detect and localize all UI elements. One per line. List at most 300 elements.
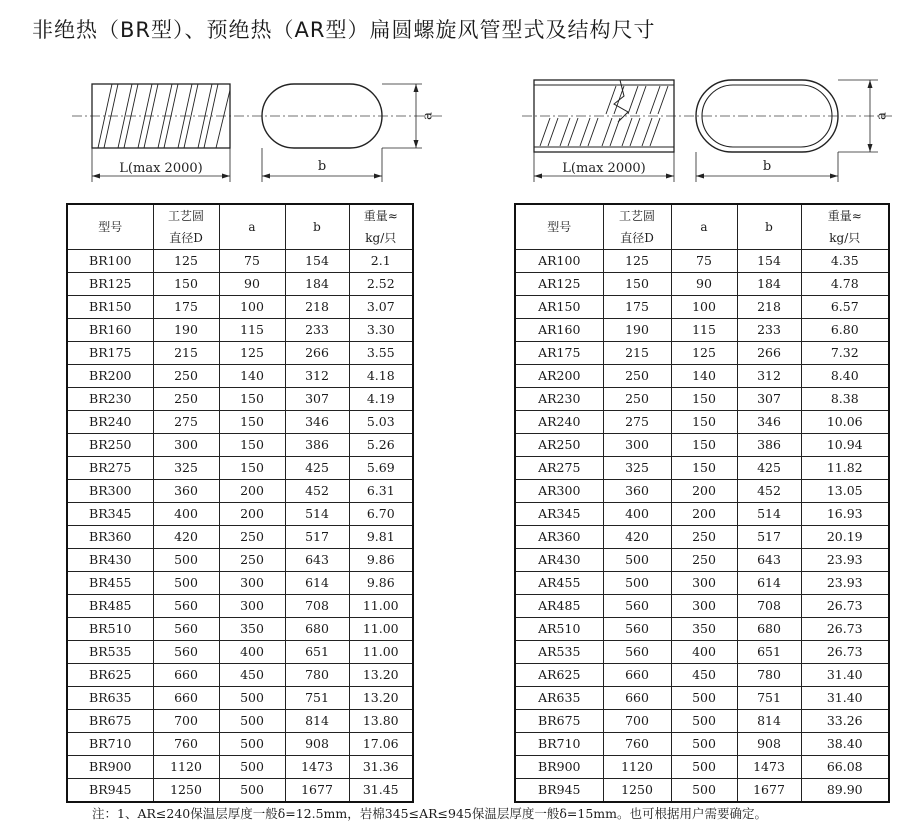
table-row xyxy=(67,342,413,365)
ar-length-label: L(max 2000) xyxy=(562,161,646,176)
b-cell: 614 xyxy=(285,572,349,595)
b-cell: 708 xyxy=(285,595,349,618)
a-cell: 140 xyxy=(671,365,737,388)
a-cell: 500 xyxy=(671,687,737,710)
diameter-cell: 150 xyxy=(603,273,671,296)
a-cell: 150 xyxy=(219,434,285,457)
table-row xyxy=(67,710,413,733)
a-cell: 75 xyxy=(219,250,285,273)
table-row xyxy=(515,411,889,434)
weight-cell: 5.26 xyxy=(349,434,413,457)
diameter-cell: 760 xyxy=(603,733,671,756)
table-row xyxy=(515,319,889,342)
header-weight: 重量≈ xyxy=(349,204,413,227)
model-cell: BR635 xyxy=(67,687,153,710)
model-cell: BR175 xyxy=(67,342,153,365)
table-row xyxy=(67,388,413,411)
table-row xyxy=(67,641,413,664)
weight-cell: 33.26 xyxy=(801,710,889,733)
table-row xyxy=(515,342,889,365)
model-cell: AR150 xyxy=(515,296,603,319)
weight-cell: 26.73 xyxy=(801,618,889,641)
header-weight-unit: kg/只 xyxy=(349,227,413,250)
model-cell: AR430 xyxy=(515,549,603,572)
model-cell: AR240 xyxy=(515,411,603,434)
b-cell: 514 xyxy=(737,503,801,526)
a-cell: 500 xyxy=(671,779,737,803)
model-cell: AR100 xyxy=(515,250,603,273)
table-row xyxy=(515,273,889,296)
table-row xyxy=(67,411,413,434)
br-height-label: a xyxy=(420,112,436,120)
b-cell: 1473 xyxy=(285,756,349,779)
b-cell: 751 xyxy=(285,687,349,710)
a-cell: 450 xyxy=(219,664,285,687)
b-cell: 643 xyxy=(737,549,801,572)
diameter-cell: 760 xyxy=(153,733,219,756)
model-cell: AR510 xyxy=(515,618,603,641)
diameter-cell: 400 xyxy=(153,503,219,526)
b-cell: 154 xyxy=(737,250,801,273)
model-cell: BR160 xyxy=(67,319,153,342)
diameter-cell: 560 xyxy=(153,595,219,618)
a-cell: 400 xyxy=(671,641,737,664)
model-cell: AR250 xyxy=(515,434,603,457)
table-row xyxy=(515,779,889,803)
weight-cell: 5.03 xyxy=(349,411,413,434)
weight-cell: 13.20 xyxy=(349,687,413,710)
diameter-cell: 250 xyxy=(153,365,219,388)
table-row xyxy=(515,618,889,641)
ar-height-label: a xyxy=(874,112,890,120)
weight-cell: 8.38 xyxy=(801,388,889,411)
table-row xyxy=(515,756,889,779)
table-row xyxy=(67,733,413,756)
model-cell: AR360 xyxy=(515,526,603,549)
ar-spec-table xyxy=(514,203,890,803)
diameter-cell: 660 xyxy=(153,664,219,687)
model-cell: AR230 xyxy=(515,388,603,411)
a-cell: 350 xyxy=(671,618,737,641)
a-cell: 500 xyxy=(219,710,285,733)
table-row xyxy=(515,250,889,273)
model-cell: BR625 xyxy=(67,664,153,687)
weight-cell: 3.30 xyxy=(349,319,413,342)
weight-cell: 4.19 xyxy=(349,388,413,411)
a-cell: 250 xyxy=(219,526,285,549)
a-cell: 200 xyxy=(219,503,285,526)
b-cell: 1677 xyxy=(737,779,801,803)
a-cell: 150 xyxy=(671,388,737,411)
diameter-cell: 560 xyxy=(153,618,219,641)
diameter-cell: 1250 xyxy=(153,779,219,803)
b-cell: 266 xyxy=(737,342,801,365)
table-row xyxy=(515,434,889,457)
model-cell: AR625 xyxy=(515,664,603,687)
b-cell: 425 xyxy=(285,457,349,480)
a-cell: 450 xyxy=(671,664,737,687)
b-cell: 307 xyxy=(737,388,801,411)
b-cell: 651 xyxy=(737,641,801,664)
weight-cell: 2.52 xyxy=(349,273,413,296)
a-cell: 500 xyxy=(219,733,285,756)
b-cell: 780 xyxy=(737,664,801,687)
table-row xyxy=(515,641,889,664)
b-cell: 425 xyxy=(737,457,801,480)
model-cell: BR710 xyxy=(67,733,153,756)
model-cell: BR345 xyxy=(67,503,153,526)
diameter-cell: 275 xyxy=(603,411,671,434)
weight-cell: 31.40 xyxy=(801,664,889,687)
diameter-cell: 560 xyxy=(153,641,219,664)
header-model: 型号 xyxy=(67,204,153,250)
br-duct-drawing xyxy=(60,70,460,190)
b-cell: 452 xyxy=(737,480,801,503)
a-cell: 150 xyxy=(219,411,285,434)
b-cell: 346 xyxy=(737,411,801,434)
table-row xyxy=(67,779,413,803)
weight-cell: 4.35 xyxy=(801,250,889,273)
b-cell: 908 xyxy=(285,733,349,756)
weight-cell: 9.81 xyxy=(349,526,413,549)
diameter-cell: 560 xyxy=(603,618,671,641)
table-row xyxy=(515,549,889,572)
weight-cell: 8.40 xyxy=(801,365,889,388)
a-cell: 250 xyxy=(219,549,285,572)
model-cell: BR230 xyxy=(67,388,153,411)
diameter-cell: 420 xyxy=(603,526,671,549)
weight-cell: 9.86 xyxy=(349,572,413,595)
diameter-cell: 300 xyxy=(603,434,671,457)
weight-cell: 31.36 xyxy=(349,756,413,779)
b-cell: 908 xyxy=(737,733,801,756)
model-cell: BR430 xyxy=(67,549,153,572)
a-cell: 300 xyxy=(219,595,285,618)
a-cell: 200 xyxy=(671,503,737,526)
header-diameter-sub: 直径D xyxy=(153,227,219,250)
table-row xyxy=(515,388,889,411)
diameter-cell: 175 xyxy=(153,296,219,319)
header-diameter: 工艺圆 xyxy=(153,204,219,227)
a-cell: 100 xyxy=(219,296,285,319)
table-row xyxy=(67,572,413,595)
header-b: b xyxy=(285,204,349,250)
model-cell: AR455 xyxy=(515,572,603,595)
header-weight: 重量≈ xyxy=(801,204,889,227)
header-b: b xyxy=(737,204,801,250)
table-row xyxy=(515,687,889,710)
model-cell: AR345 xyxy=(515,503,603,526)
br-spec-table xyxy=(66,203,414,803)
b-cell: 154 xyxy=(285,250,349,273)
header-a: a xyxy=(671,204,737,250)
model-cell: BR675 xyxy=(515,710,603,733)
model-cell: AR300 xyxy=(515,480,603,503)
diameter-cell: 660 xyxy=(153,687,219,710)
table-row xyxy=(515,664,889,687)
b-cell: 452 xyxy=(285,480,349,503)
diameter-cell: 660 xyxy=(603,687,671,710)
b-cell: 708 xyxy=(737,595,801,618)
table-row xyxy=(515,457,889,480)
weight-cell: 26.73 xyxy=(801,641,889,664)
diameter-cell: 400 xyxy=(603,503,671,526)
diameter-cell: 125 xyxy=(153,250,219,273)
weight-cell: 13.80 xyxy=(349,710,413,733)
b-cell: 233 xyxy=(737,319,801,342)
weight-cell: 16.93 xyxy=(801,503,889,526)
diameter-cell: 500 xyxy=(603,549,671,572)
model-cell: BR360 xyxy=(67,526,153,549)
model-cell: BR250 xyxy=(67,434,153,457)
a-cell: 90 xyxy=(219,273,285,296)
weight-cell: 66.08 xyxy=(801,756,889,779)
a-cell: 300 xyxy=(671,595,737,618)
b-cell: 814 xyxy=(737,710,801,733)
diameter-cell: 150 xyxy=(153,273,219,296)
weight-cell: 6.70 xyxy=(349,503,413,526)
a-cell: 500 xyxy=(671,733,737,756)
a-cell: 115 xyxy=(671,319,737,342)
a-cell: 250 xyxy=(671,549,737,572)
table-row xyxy=(67,250,413,273)
a-cell: 100 xyxy=(671,296,737,319)
weight-cell: 31.40 xyxy=(801,687,889,710)
table-row xyxy=(67,549,413,572)
weight-cell: 10.06 xyxy=(801,411,889,434)
table-row xyxy=(67,365,413,388)
weight-cell: 26.73 xyxy=(801,595,889,618)
a-cell: 500 xyxy=(219,779,285,803)
b-cell: 218 xyxy=(737,296,801,319)
b-cell: 184 xyxy=(285,273,349,296)
table-row xyxy=(515,572,889,595)
model-cell: AR175 xyxy=(515,342,603,365)
diameter-cell: 325 xyxy=(603,457,671,480)
weight-cell: 23.93 xyxy=(801,549,889,572)
table-row xyxy=(515,365,889,388)
table-row xyxy=(515,710,889,733)
diameter-cell: 190 xyxy=(603,319,671,342)
diameter-cell: 300 xyxy=(153,434,219,457)
diameter-cell: 360 xyxy=(603,480,671,503)
table-row xyxy=(515,526,889,549)
diameter-cell: 215 xyxy=(603,342,671,365)
diameter-cell: 190 xyxy=(153,319,219,342)
diameter-cell: 660 xyxy=(603,664,671,687)
table-row xyxy=(67,664,413,687)
b-cell: 307 xyxy=(285,388,349,411)
diameter-cell: 500 xyxy=(153,549,219,572)
weight-cell: 11.00 xyxy=(349,595,413,618)
table-row xyxy=(67,319,413,342)
diameter-cell: 700 xyxy=(153,710,219,733)
b-cell: 514 xyxy=(285,503,349,526)
model-cell: BR200 xyxy=(67,365,153,388)
model-cell: BR945 xyxy=(515,779,603,803)
a-cell: 115 xyxy=(219,319,285,342)
diameter-cell: 560 xyxy=(603,595,671,618)
model-cell: BR300 xyxy=(67,480,153,503)
weight-cell: 6.31 xyxy=(349,480,413,503)
table-row xyxy=(67,526,413,549)
model-cell: BR275 xyxy=(67,457,153,480)
model-cell: BR100 xyxy=(67,250,153,273)
weight-cell: 3.07 xyxy=(349,296,413,319)
table-row xyxy=(67,503,413,526)
diameter-cell: 215 xyxy=(153,342,219,365)
diameter-cell: 1120 xyxy=(153,756,219,779)
weight-cell: 2.1 xyxy=(349,250,413,273)
model-cell: BR710 xyxy=(515,733,603,756)
diameter-cell: 500 xyxy=(153,572,219,595)
model-cell: BR900 xyxy=(67,756,153,779)
table-row xyxy=(515,480,889,503)
br-length-label: L(max 2000) xyxy=(119,161,203,176)
model-cell: BR150 xyxy=(67,296,153,319)
diameter-cell: 420 xyxy=(153,526,219,549)
b-cell: 233 xyxy=(285,319,349,342)
weight-cell: 3.55 xyxy=(349,342,413,365)
weight-cell: 31.45 xyxy=(349,779,413,803)
table-row xyxy=(67,480,413,503)
a-cell: 140 xyxy=(219,365,285,388)
b-cell: 614 xyxy=(737,572,801,595)
model-cell: BR125 xyxy=(67,273,153,296)
model-cell: BR675 xyxy=(67,710,153,733)
footnote: 注：1、AR≤240保温层厚度一般δ=12.5mm，岩棉345≤AR≤945保温层厚度一般δ=15mm。也可根据用户需要确定。 xyxy=(92,806,767,821)
weight-cell: 4.18 xyxy=(349,365,413,388)
weight-cell: 4.78 xyxy=(801,273,889,296)
table-row xyxy=(67,457,413,480)
table-row xyxy=(515,296,889,319)
diameter-cell: 560 xyxy=(603,641,671,664)
b-cell: 218 xyxy=(285,296,349,319)
model-cell: AR160 xyxy=(515,319,603,342)
b-cell: 780 xyxy=(285,664,349,687)
a-cell: 300 xyxy=(671,572,737,595)
table-row xyxy=(515,503,889,526)
page-title: 非绝热（BR型）、预绝热（AR型）扁圆螺旋风管型式及结构尺寸 xyxy=(32,18,656,42)
weight-cell: 20.19 xyxy=(801,526,889,549)
model-cell: AR125 xyxy=(515,273,603,296)
weight-cell: 11.00 xyxy=(349,618,413,641)
model-cell: BR900 xyxy=(515,756,603,779)
a-cell: 200 xyxy=(219,480,285,503)
a-cell: 150 xyxy=(219,388,285,411)
header-model: 型号 xyxy=(515,204,603,250)
model-cell: BR945 xyxy=(67,779,153,803)
table-row xyxy=(515,733,889,756)
table-row xyxy=(67,756,413,779)
model-cell: BR485 xyxy=(67,595,153,618)
model-cell: BR240 xyxy=(67,411,153,434)
b-cell: 386 xyxy=(285,434,349,457)
b-cell: 680 xyxy=(737,618,801,641)
weight-cell: 9.86 xyxy=(349,549,413,572)
model-cell: BR510 xyxy=(67,618,153,641)
a-cell: 500 xyxy=(219,687,285,710)
model-cell: AR535 xyxy=(515,641,603,664)
a-cell: 500 xyxy=(219,756,285,779)
a-cell: 125 xyxy=(219,342,285,365)
weight-cell: 13.20 xyxy=(349,664,413,687)
header-weight-unit: kg/只 xyxy=(801,227,889,250)
weight-cell: 11.82 xyxy=(801,457,889,480)
table-row xyxy=(67,595,413,618)
weight-cell: 6.57 xyxy=(801,296,889,319)
model-cell: AR635 xyxy=(515,687,603,710)
b-cell: 651 xyxy=(285,641,349,664)
table-row xyxy=(67,296,413,319)
weight-cell: 23.93 xyxy=(801,572,889,595)
weight-cell: 7.32 xyxy=(801,342,889,365)
diameter-cell: 125 xyxy=(603,250,671,273)
ar-width-label: b xyxy=(762,159,772,174)
a-cell: 150 xyxy=(671,411,737,434)
model-cell: AR200 xyxy=(515,365,603,388)
table-row xyxy=(67,273,413,296)
b-cell: 680 xyxy=(285,618,349,641)
a-cell: 400 xyxy=(219,641,285,664)
a-cell: 300 xyxy=(219,572,285,595)
model-cell: BR535 xyxy=(67,641,153,664)
b-cell: 643 xyxy=(285,549,349,572)
a-cell: 75 xyxy=(671,250,737,273)
b-cell: 312 xyxy=(285,365,349,388)
a-cell: 150 xyxy=(219,457,285,480)
diameter-cell: 1120 xyxy=(603,756,671,779)
diameter-cell: 700 xyxy=(603,710,671,733)
weight-cell: 6.80 xyxy=(801,319,889,342)
b-cell: 751 xyxy=(737,687,801,710)
table-row xyxy=(67,687,413,710)
diameter-cell: 325 xyxy=(153,457,219,480)
b-cell: 312 xyxy=(737,365,801,388)
diameter-cell: 250 xyxy=(603,388,671,411)
a-cell: 150 xyxy=(671,457,737,480)
diameter-cell: 360 xyxy=(153,480,219,503)
weight-cell: 11.00 xyxy=(349,641,413,664)
a-cell: 125 xyxy=(671,342,737,365)
weight-cell: 13.05 xyxy=(801,480,889,503)
a-cell: 500 xyxy=(671,710,737,733)
b-cell: 517 xyxy=(285,526,349,549)
a-cell: 250 xyxy=(671,526,737,549)
diameter-cell: 500 xyxy=(603,572,671,595)
a-cell: 150 xyxy=(671,434,737,457)
weight-cell: 89.90 xyxy=(801,779,889,803)
model-cell: AR275 xyxy=(515,457,603,480)
diameter-cell: 1250 xyxy=(603,779,671,803)
table-row xyxy=(67,434,413,457)
diameter-cell: 250 xyxy=(603,365,671,388)
header-a: a xyxy=(219,204,285,250)
a-cell: 90 xyxy=(671,273,737,296)
br-width-label: b xyxy=(317,159,327,174)
weight-cell: 10.94 xyxy=(801,434,889,457)
model-cell: BR455 xyxy=(67,572,153,595)
model-cell: AR485 xyxy=(515,595,603,618)
a-cell: 350 xyxy=(219,618,285,641)
b-cell: 266 xyxy=(285,342,349,365)
b-cell: 814 xyxy=(285,710,349,733)
diameter-cell: 250 xyxy=(153,388,219,411)
b-cell: 517 xyxy=(737,526,801,549)
weight-cell: 5.69 xyxy=(349,457,413,480)
header-diameter-sub: 直径D xyxy=(603,227,671,250)
diameter-cell: 175 xyxy=(603,296,671,319)
